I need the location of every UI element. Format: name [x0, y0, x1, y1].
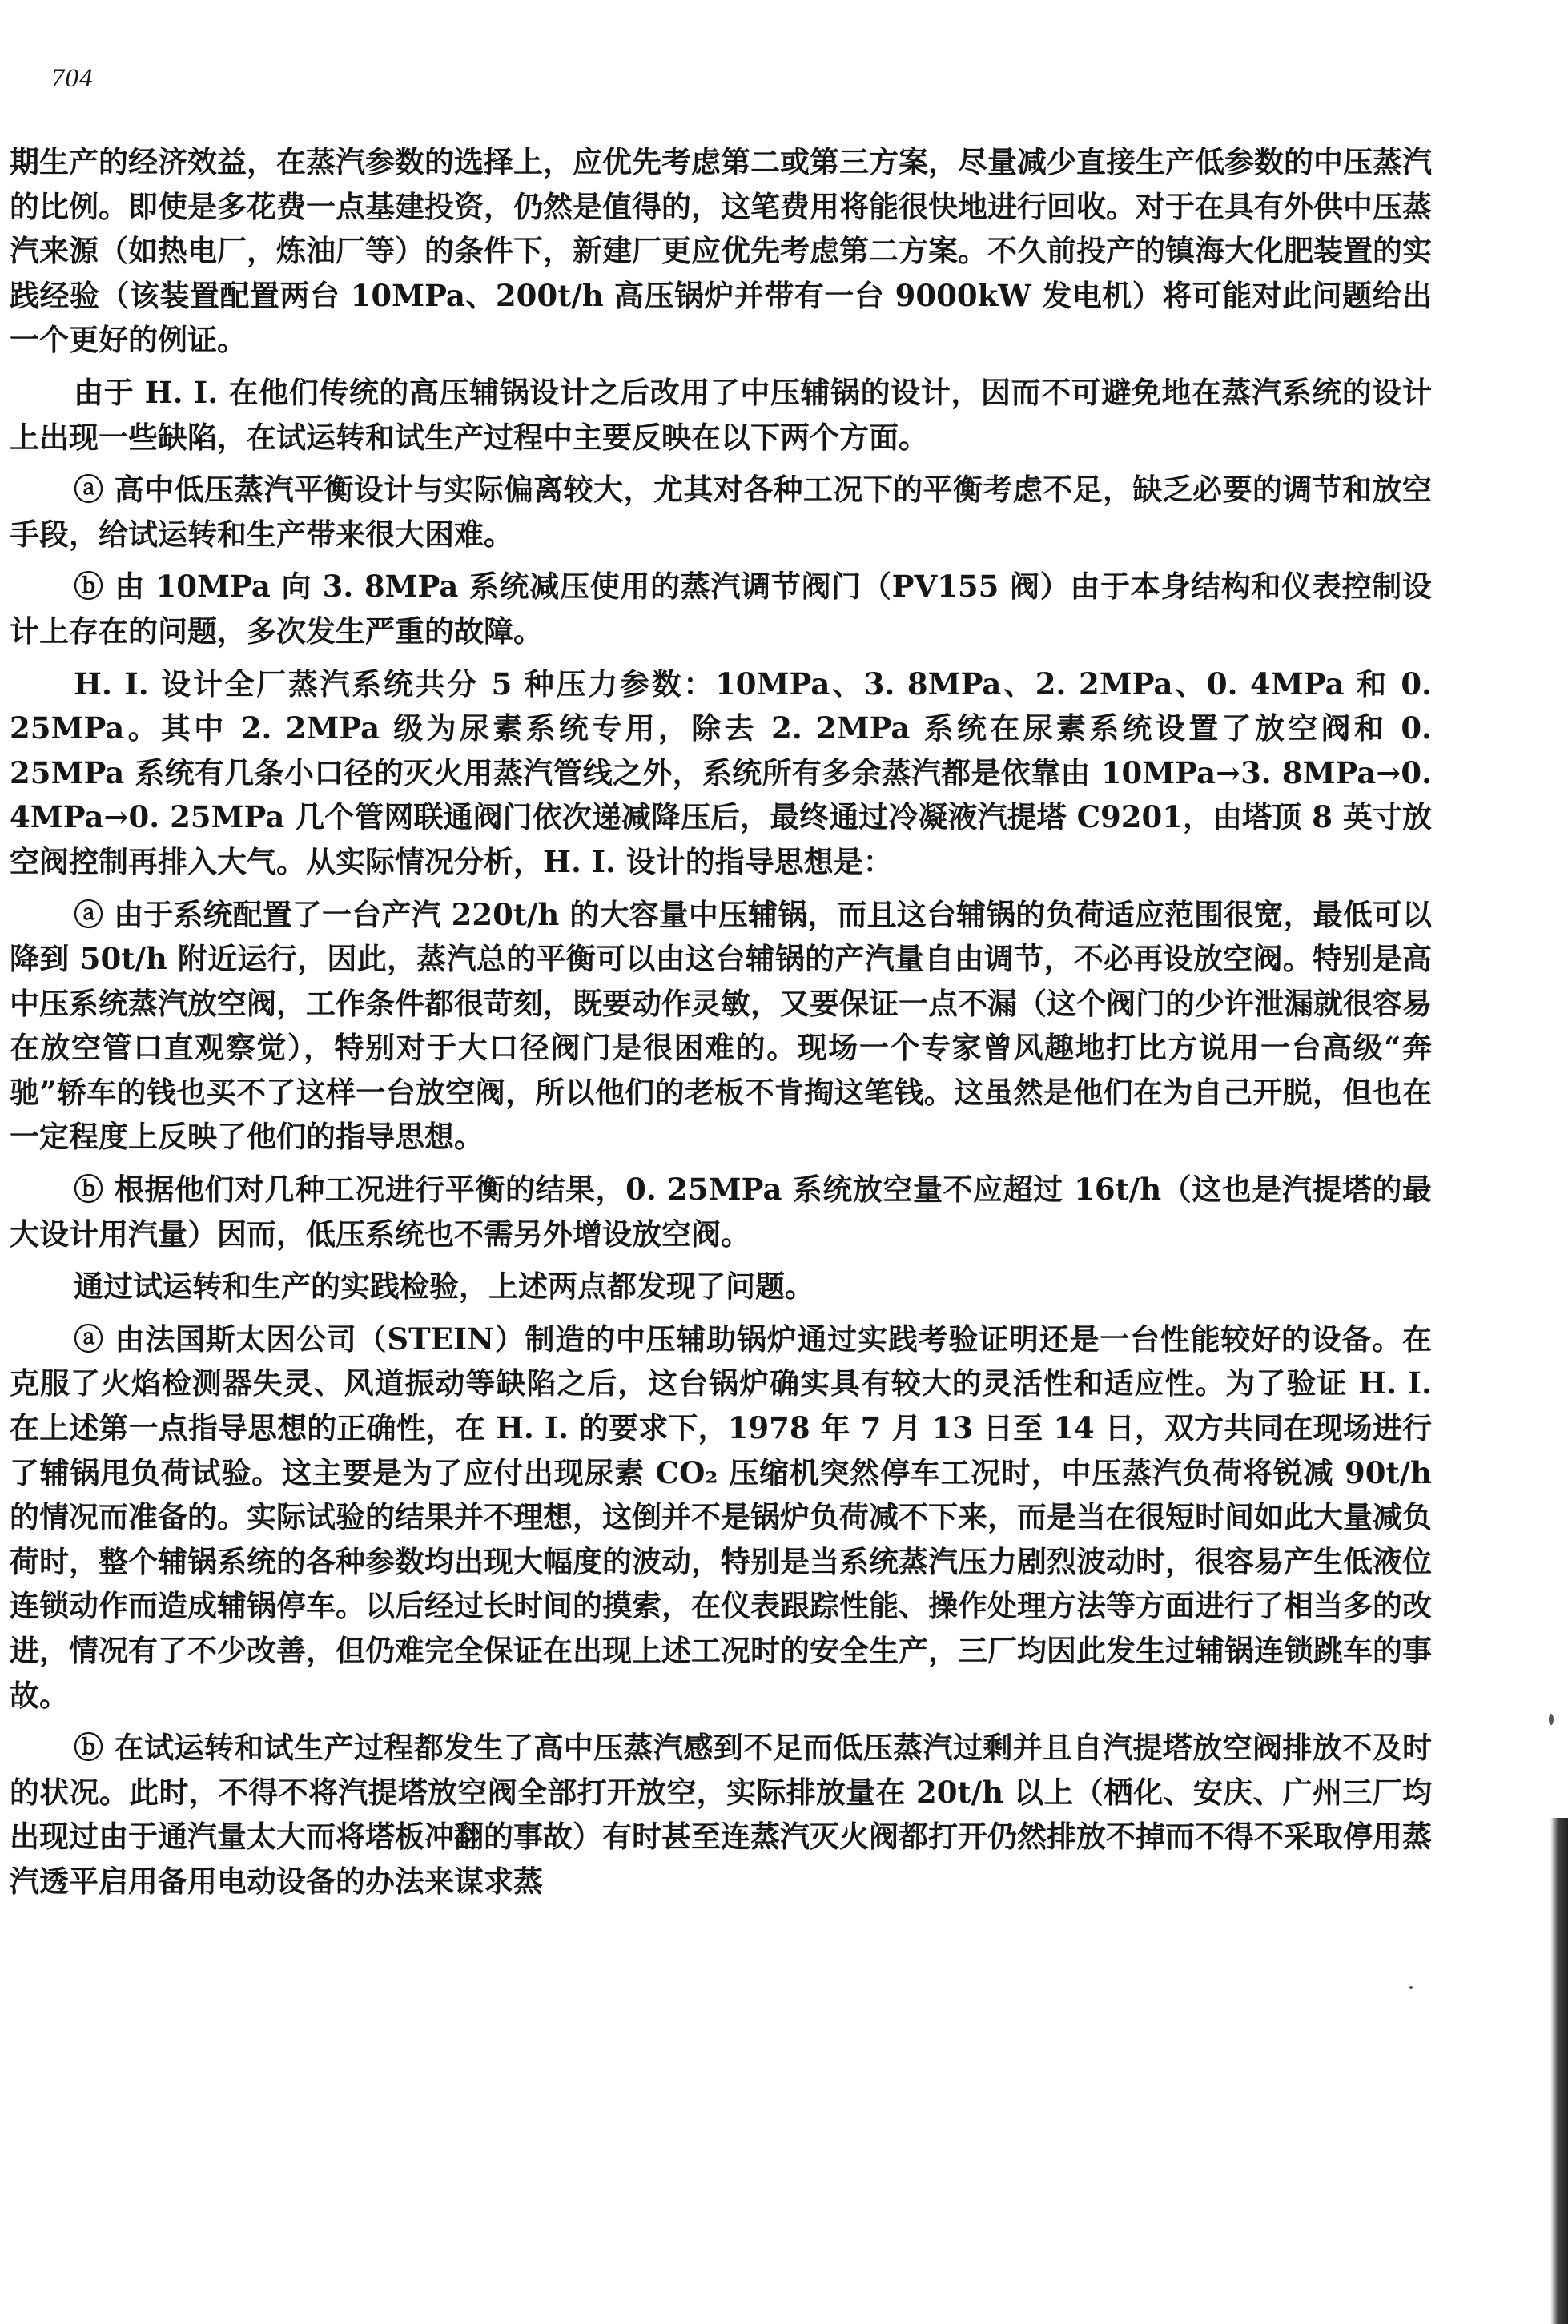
paragraph: 通过试运转和生产的实践检验，上述两点都发现了问题。 [74, 1269, 814, 1305]
scan-speck [1409, 1986, 1413, 1989]
scan-edge-shadow [1550, 1818, 1568, 2324]
paragraph: ⓑ 根据他们对几种工况进行平衡的结果，0. 25MPa 系统放空量不应超过 16t/h（这也是汽提塔的最大设计用汽量）因而，低压系统也不需另外增设放空阀。 [10, 1172, 1432, 1252]
paragraph: 期生产的经济效益，在蒸汽参数的选择上，应优先考虑第二或第三方案，尽量减少直接生产低参数的中压蒸汽的比例。即使是多花费一点基建投资，仍然是值得的，这笔费用将能很快地进行回收。对于在具有外供中压蒸汽来源（如热电厂，炼油厂等）的条件下，新建厂更应优先考虑第二方案。不久前投产的镇海大化肥装置的实践经验（该装置配置两台 10MPa、200t/h 高压锅炉并带有一台 9000kW 发电机）将可能对此问题给出一个更好的例证。 [10, 144, 1432, 358]
paragraph: 由于 H. I. 在他们传统的高压辅锅设计之后改用了中压辅锅的设计，因而不可避免地在蒸汽系统的设计上出现一些缺陷，在试运转和试生产过程中主要反映在以下两个方面。 [10, 374, 1432, 455]
paragraph: ⓑ 在试运转和试生产过程都发生了高中压蒸汽感到不足而低压蒸汽过剩并且自汽提塔放空阀排放不及时的状况。此时，不得不将汽提塔放空阀全部打开放空，实际排放量在 20t/h 以上（栖化、安庆、广州三厂均出现过由于通汽量太大而将塔板冲翻的事故）有时甚至连蒸汽灭火阀都打开仍然排放不掉而不得不采取停用蒸汽透平启用备用电动设备的办法来谋求蒸 [10, 1730, 1432, 1899]
scan-speck [1549, 1714, 1554, 1725]
paragraph: H. I. 设计全厂蒸汽系统共分 5 种压力参数：10MPa、3. 8MPa、2. 2MPa、0. 4MPa 和 0. 25MPa。其中 2. 2MPa 级为尿素系统专用，除去 2. 2MPa 系统在尿素系统设置了放空阀和 0. 25MPa 系统有几条小口径的灭火用蒸汽管线之外，系统所有多余蒸汽都是依靠由 10MPa→3. 8MPa→0. 4MPa→0. 25MPa 几个管网联通阀门依次递减降压后，最终通过冷凝液汽提塔 C9201，由塔顶 8 英寸放空阀控制再排入大气。从实际情况分析，H. I. 设计的指导思想是： [10, 665, 1432, 879]
paragraph: ⓑ 由 10MPa 向 3. 8MPa 系统减压使用的蒸汽调节阀门（PV155 阀）由于本身结构和仪表控制设计上存在的问题，多次发生严重的故障。 [10, 569, 1432, 649]
paragraph: ⓐ 由法国斯太因公司（STEIN）制造的中压辅助锅炉通过实践考验证明还是一台性能较好的设备。在克服了火焰检测器失灵、风道振动等缺陷之后，这台锅炉确实具有较大的灵活性和适应性。为了验证 H. I. 在上述第一点指导思想的正确性，在 H. I. 的要求下，1978 年 7 月 13 日至 14 日，双方共同在现场进行了辅锅甩负荷试验。这主要是为了应付出现尿素 CO₂ 压缩机突然停车工况时，中压蒸汽负荷将锐减 90t/h 的情况而准备的。实际试验的结果并不理想，这倒并不是锅炉负荷减不下来，而是当在很短时间如此大量减负荷时，整个辅锅系统的各种参数均出现大幅度的波动，特别是当系统蒸汽压力剧烈波动时，很容易产生低液位连锁动作而造成辅锅停车。以后经过长时间的摸索，在仪表跟踪性能、操作处理方法等方面进行了相当多的改进，情况有了不少改善，但仍难完全保证在出现上述工况时的安全生产，三厂均因此发生过辅锅连锁跳车的事故。 [10, 1321, 1432, 1713]
paragraph: ⓐ 由于系统配置了一台产汽 220t/h 的大容量中压辅锅，而且这台辅锅的负荷适应范围很宽，最低可以降到 50t/h 附近运行，因此，蒸汽总的平衡可以由这台辅锅的产汽量自由调节，不必再设放空阀。特别是高中压系统蒸汽放空阀，工作条件都很苛刻，既要动作灵敏，又要保证一点不漏（这个阀门的少许泄漏就很容易在放空管口直观察觉），特别对于大口径阀门是很困难的。现场一个专家曾风趣地打比方说用一台高级“奔驰”轿车的钱也买不了这样一台放空阀，所以他们的老板不肯掏这笔钱。这虽然是他们在为自己开脱，但也在一定程度上反映了他们的指导思想。 [10, 896, 1432, 1155]
page-number: 704 [51, 64, 94, 93]
paragraph: ⓐ 高中低压蒸汽平衡设计与实际偏离较大，尤其对各种工况下的平衡考虑不足，缺乏必要的调节和放空手段，给试运转和生产带来很大困难。 [10, 472, 1432, 552]
body-text [10, 140, 1432, 1912]
